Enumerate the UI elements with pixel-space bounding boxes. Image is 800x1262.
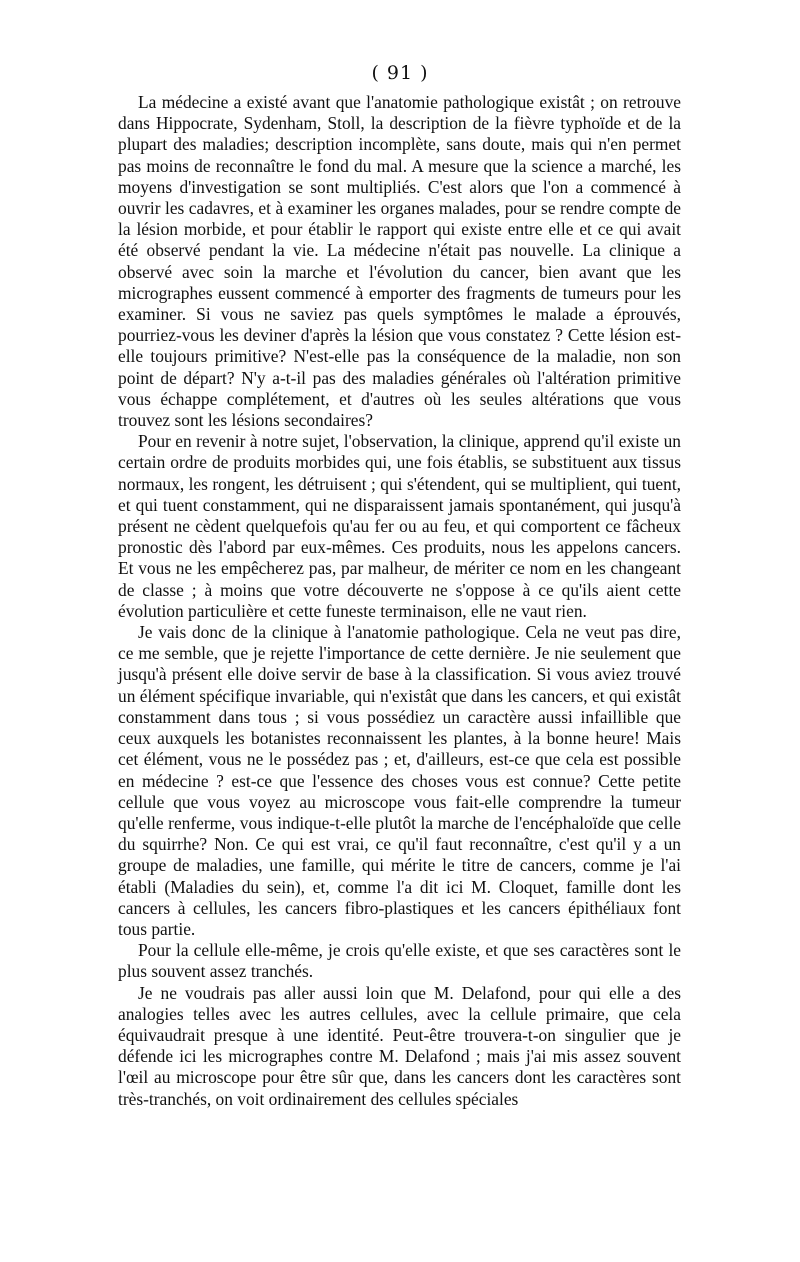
paragraph-2: Pour en revenir à notre sujet, l'observation, la clinique, apprend qu'il existe un certain ordre de produits morbides qui, une fois établis, se substituent aux tissus normaux, les rongent, les détruisent ; qui s'étendent, qui se multiplient, qui tuent, et qui tuent constamment, qui ne disparaissent jamais spontanément, qui jusqu'à présent ne cèdent quelquefois qu'au fer ou au feu, et qui comportent ce fâcheux pronostic dès l'abord par eux-mêmes. Ces produits, nous les appelons cancers. Et vous ne les empêcherez pas, par malheur, de mériter ce nom en les changeant de classe ; à moins que votre découverte ne s'oppose à ce qu'ils aient cette évolution particulière et cette funeste terminaison, elle ne vaut rien. bbox=[118, 431, 681, 621]
paragraph-3: Je vais donc de la clinique à l'anatomie pathologique. Cela ne veut pas dire, ce me semble, que je rejette l'importance de cette dernière. Je nie seulement que jusqu'à présent elle doive servir de base à la classification. Si vous aviez trouvé un élément spécifique invariable, qui n'existât que dans les cancers, et qui existât constamment dans tous ; si vous possédiez un caractère aussi infaillible que ceux auxquels les botanistes reconnaissent les plantes, à la bonne heure! Mais cet élément, vous ne le possédez pas ; et, d'ailleurs, est-ce que cela est possible en médecine ? est-ce que l'essence des choses vous est connue? Cette petite cellule que vous voyez au microscope vous fait-elle comprendre la tumeur qu'elle renferme, vous indique-t-elle plutôt la marche de l'encéphaloïde que celle du squirrhe? Non. Ce qui est vrai, ce qu'il faut reconnaître, c'est qu'il y a un groupe de maladies, une famille, qui mérite le titre de cancers, comme je l'ai établi (Maladies du sein), et, comme l'a dit ici M. Cloquet, famille dont les cancers à cellules, les cancers fibro-plastiques et les cancers épithéliaux font tous partie. bbox=[118, 622, 681, 939]
paragraph-4: Pour la cellule elle-même, je crois qu'elle existe, et que ses caractères sont le plus souvent assez tranchés. bbox=[118, 940, 681, 982]
body-text bbox=[118, 92, 681, 1110]
paragraph-5: Je ne voudrais pas aller aussi loin que M. Delafond, pour qui elle a des analogies telles avec les autres cellules, avec la cellule primaire, que cela équivaudrait presque à une identité. Peut-être trouvera-t-on singulier que je défende ici les micrographes contre M. Delafond ; mais j'ai mis assez souvent l'œil au microscope pour être sûr que, dans les cancers dont les caractères sont très-tranchés, on voit ordinairement des cellules spéciales bbox=[118, 982, 681, 1109]
page-number: ( 91 ) bbox=[371, 62, 429, 84]
paragraph-1: La médecine a existé avant que l'anatomie pathologique existât ; on retrouve dans Hippocrate, Sydenham, Stoll, la description de la fièvre typhoïde et de la plupart des maladies; description incomplète, sans doute, mais qui n'en permet pas moins de reconnaître le fond du mal. A mesure que la science a marché, les moyens d'investigation se sont multipliés. C'est alors que l'on a commencé à ouvrir les cadavres, et à examiner les organes malades, pour se rendre compte de la lésion morbide, et pour établir le rapport qui existe entre elle et ce qui avait été observé pendant la vie. La médecine n'était pas nouvelle. La clinique a observé avec soin la marche et l'évolution du cancer, bien avant que les micrographes eussent commencé à emporter des fragments de tumeurs pour les examiner. Si vous ne saviez pas quels symptômes le malade a éprouvés, pourriez-vous les deviner d'après la lésion que vous constatez ? Cette lésion est-elle toujours primitive? N'est-elle pas la conséquence de la maladie, non son point de départ? N'y a-t-il pas des maladies générales où l'altération primitive vous échappe complétement, et d'autres où les seules altérations que vous trouvez sont les lésions secondaires? bbox=[118, 92, 681, 431]
